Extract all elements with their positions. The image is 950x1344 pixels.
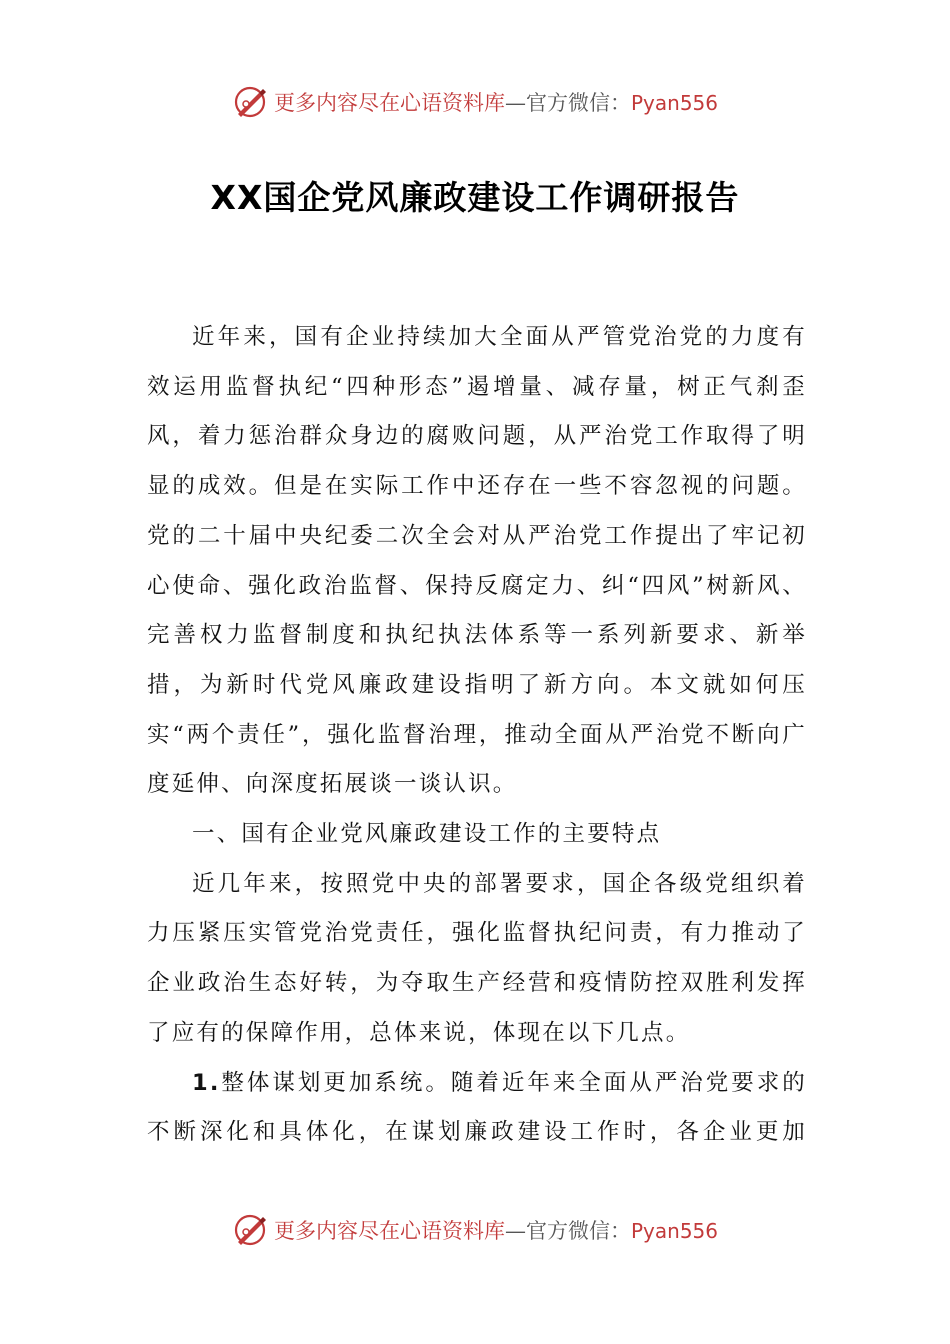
watermark-text	[274, 1215, 718, 1245]
watermark-footer	[0, 1210, 950, 1250]
watermark-dash: —	[504, 91, 526, 115]
watermark-sub: 官方微信：	[525, 1219, 631, 1243]
watermark-main: 更多内容尽在心语资料库	[273, 1219, 505, 1243]
watermark-wechat-id: Pyan556	[630, 1219, 718, 1243]
pen-logo-icon	[232, 1212, 268, 1248]
watermark-text	[274, 87, 718, 117]
point-text: 整体谋划更加系统。随着近年来全面从严治党要求的不断深化和具体化，在谋划廉政建设工作时，各企业更加	[147, 1069, 807, 1146]
watermark-header	[0, 82, 950, 122]
paragraph-intro: 近年来，国有企业持续加大全面从严管党治党的力度有效运用监督执纪“四种形态”遏增量、减存量，树正气刹歪风，着力惩治群众身边的腐败问题，从严治党工作取得了明显的成效。但是在实际工作中还存在一些不容忽视的问题。党的二十届中央纪委二次全会对从严治党工作提出了牢记初心使命、强化政治监督、保持反腐定力、纠“四风”树新风、完善权力监督制度和执纪执法体系等一系列新要求、新举措，为新时代党风廉政建设指明了新方向。本文就如何压实“两个责任”，强化监督治理，推动全面从严治党不断向广度延伸、向深度拓展谈一谈认识。	[147, 324, 807, 798]
point-number: 1.	[192, 1069, 221, 1096]
paragraph-point-1	[147, 1059, 807, 1158]
document-title: XX国企党风廉政建设工作调研报告	[210, 178, 740, 217]
pen-logo-icon	[232, 84, 268, 120]
watermark-main: 更多内容尽在心语资料库	[273, 91, 505, 115]
document-body	[147, 313, 807, 1158]
watermark-sub: 官方微信：	[525, 91, 631, 115]
watermark-dash: —	[504, 1219, 526, 1243]
section-heading: 一、国有企业党风廉政建设工作的主要特点	[192, 821, 662, 848]
paragraph-overview: 近几年来，按照党中央的部署要求，国企各级党组织着力压紧压实管党治党责任，强化监督执纪问责，有力推动了企业政治生态好转，为夺取生产经营和疫情防控双胜利发挥了应有的保障作用，总体来说，体现在以下几点。	[147, 870, 807, 1046]
watermark-wechat-id: Pyan556	[630, 91, 718, 115]
